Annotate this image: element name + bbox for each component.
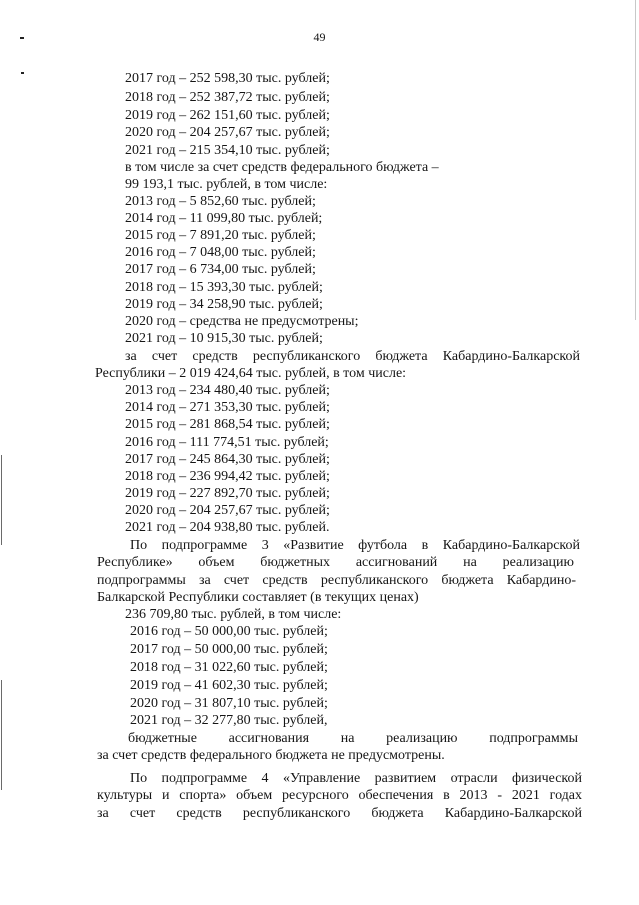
text-line-7: 99 193,1 тыс. рублей, в том числе: xyxy=(125,177,328,192)
text-line-31: Балкарской Республики составляет (в текущих ценах) xyxy=(97,590,419,605)
text-line-19: 2013 год – 234 480,40 тыс. рублей; xyxy=(125,383,330,398)
scan-left-bar-lower xyxy=(1,680,2,790)
text-line-2: 2018 год – 252 387,72 тыс. рублей; xyxy=(125,90,330,105)
text-line-17: за счет средств республиканского бюджета Кабардино-Балкарской xyxy=(125,349,580,364)
scan-left-bar xyxy=(1,455,2,545)
scan-mark-top xyxy=(20,37,24,39)
text-line-37: 2020 год – 31 807,10 тыс. рублей; xyxy=(130,696,328,711)
text-line-34: 2017 год – 50 000,00 тыс. рублей; xyxy=(130,642,328,657)
text-line-4: 2020 год – 204 257,67 тыс. рублей; xyxy=(125,125,330,140)
text-line-9: 2014 год – 11 099,80 тыс. рублей; xyxy=(125,211,323,226)
text-line-12: 2017 год – 6 734,00 тыс. рублей; xyxy=(125,262,316,277)
text-line-23: 2017 год – 245 864,30 тыс. рублей; xyxy=(125,452,330,467)
text-line-40: за счет средств федерального бюджета не предусмотрены. xyxy=(97,748,445,763)
text-line-24: 2018 год – 236 994,42 тыс. рублей; xyxy=(125,469,330,484)
scan-mark-small xyxy=(21,72,24,74)
text-line-29: Республике» объем бюджетных ассигнований на реализацию xyxy=(97,555,574,570)
text-line-5: 2021 год – 215 354,10 тыс. рублей; xyxy=(125,143,330,158)
text-line-42: культуры и спорта» объем ресурсного обеспечения в 2013 - 2021 годах xyxy=(97,788,582,803)
text-line-35: 2018 год – 31 022,60 тыс. рублей; xyxy=(130,660,328,675)
text-line-13: 2018 год – 15 393,30 тыс. рублей; xyxy=(125,280,323,295)
text-line-27: 2021 год – 204 938,80 тыс. рублей. xyxy=(125,520,330,535)
scan-edge-line xyxy=(635,0,636,320)
text-line-32: 236 709,80 тыс. рублей, в том числе: xyxy=(125,607,342,622)
page-number: 49 xyxy=(313,30,326,44)
text-line-8: 2013 год – 5 852,60 тыс. рублей; xyxy=(125,194,316,209)
text-line-43: за счет средств республиканского бюджета Кабардино-Балкарской xyxy=(97,806,582,821)
text-line-30: подпрограммы за счет средств республиканского бюджета Кабардино- xyxy=(97,573,576,588)
text-line-25: 2019 год – 227 892,70 тыс. рублей; xyxy=(125,486,330,501)
text-line-15: 2020 год – средства не предусмотрены; xyxy=(125,314,359,329)
text-line-1: 2017 год – 252 598,30 тыс. рублей; xyxy=(125,71,330,86)
text-line-36: 2019 год – 41 602,30 тыс. рублей; xyxy=(130,678,328,693)
text-line-11: 2016 год – 7 048,00 тыс. рублей; xyxy=(125,245,316,260)
text-line-38: 2021 год – 32 277,80 тыс. рублей, xyxy=(130,713,328,728)
text-line-39: бюджетные ассигнования на реализацию подпрограммы xyxy=(128,731,578,746)
text-line-21: 2015 год – 281 868,54 тыс. рублей; xyxy=(125,417,330,432)
text-line-6: в том числе за счет средств федерального бюджета – xyxy=(125,160,439,175)
text-line-28: По подпрограмме 3 «Развитие футбола в Кабардино-Балкарской xyxy=(130,538,580,553)
text-line-22: 2016 год – 111 774,51 тыс. рублей; xyxy=(125,435,329,450)
text-line-26: 2020 год – 204 257,67 тыс. рублей; xyxy=(125,503,330,518)
text-line-33: 2016 год – 50 000,00 тыс. рублей; xyxy=(130,624,328,639)
text-line-18: Республики – 2 019 424,64 тыс. рублей, в том числе: xyxy=(95,366,407,381)
text-line-10: 2015 год – 7 891,20 тыс. рублей; xyxy=(125,228,316,243)
text-line-20: 2014 год – 271 353,30 тыс. рублей; xyxy=(125,400,330,415)
text-line-41: По подпрограмме 4 «Управление развитием отрасли физической xyxy=(130,771,582,786)
text-line-16: 2021 год – 10 915,30 тыс. рублей; xyxy=(125,331,323,346)
text-line-3: 2019 год – 262 151,60 тыс. рублей; xyxy=(125,108,330,123)
text-line-14: 2019 год – 34 258,90 тыс. рублей; xyxy=(125,297,323,312)
